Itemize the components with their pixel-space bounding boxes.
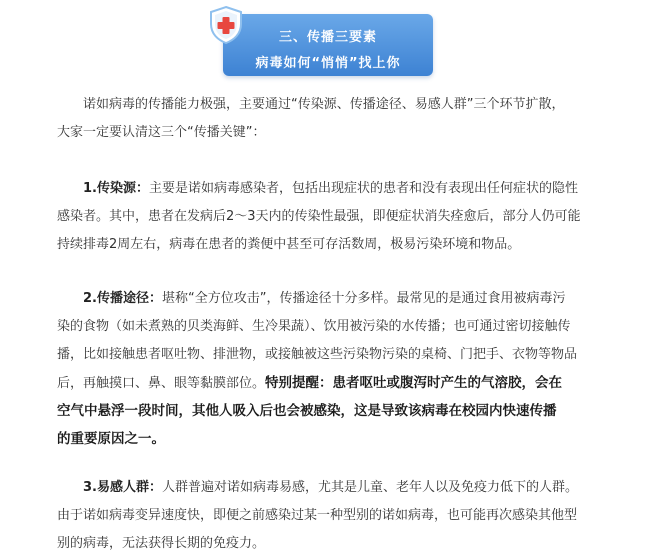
section-susceptible-population [57,474,603,558]
banner-title: 三、传播三要素 [278,30,377,45]
warning-line: 空气中悬浮一段时间，其他人吸入后也会被感染，这是导致该病毒在校园内快速传播 [57,403,557,419]
intro-paragraph [57,91,603,147]
intro-line: 诺如病毒的传播能力极强，主要通过“传染源、传播途径、易感人群”三个环节扩散， [83,97,565,112]
section-transmission-route [57,285,603,453]
section-line: 播，比如接触患者呕吐物、排泄物，或接触被这些污染物污染的桌椅、门把手、衣物等物品 [57,347,578,362]
section-text: 堪称“全方位攻击”，传播途径十分多样。最常见的是通过食用被病毒污 [161,291,566,306]
section-text: 后，再触摸口、鼻、眼等黏膜部位。 [57,376,266,391]
section-label: 2.传播途径： [83,291,162,306]
section-label: 3.易感人群： [83,480,162,495]
intro-line: 大家一定要认清这三个“传播关键”： [57,125,266,140]
section-text: 主要是诺如病毒感染者，包括出现症状的患者和没有表现出任何症状的隐性 [148,181,578,196]
section-line: 感染者。其中，患者在发病后2～3天内的传染性最强，即便症状消失痊愈后，部分人仍可能 [57,209,581,224]
warning-line: 的重要原因之一。 [57,431,165,447]
medical-shield-icon [205,4,247,46]
section-line: 别的病毒，无法获得长期的免疫力。 [57,536,266,551]
section-line [57,175,603,203]
warning-text: 特别提醒：患者呕吐或腹泻时产生的气溶胶，会在 [265,375,563,391]
section-banner [205,4,435,78]
section-line [57,369,603,397]
section-label: 1.传染源： [83,181,149,196]
section-line [57,474,603,502]
section-transmission-source [57,175,603,259]
banner-subtitle: 病毒如何“悄悄”找上你 [255,56,401,71]
section-line: 持续排毒2周左右，病毒在患者的粪便中甚至可存活数周，极易污染环境和物品。 [57,237,521,252]
section-line: 染的食物（如未煮熟的贝类海鲜、生冷果蔬）、饮用被污染的水传播；也可通过密切接触传 [57,319,571,334]
section-line [57,285,603,313]
banner-box [223,14,433,76]
section-text: 人群普遍对诺如病毒易感，尤其是儿童、老年人以及免疫力低下的人群。 [161,480,578,495]
section-line: 由于诺如病毒变异速度快，即便之前感染过某一种型别的诺如病毒，也可能再次感染其他型 [57,508,578,523]
